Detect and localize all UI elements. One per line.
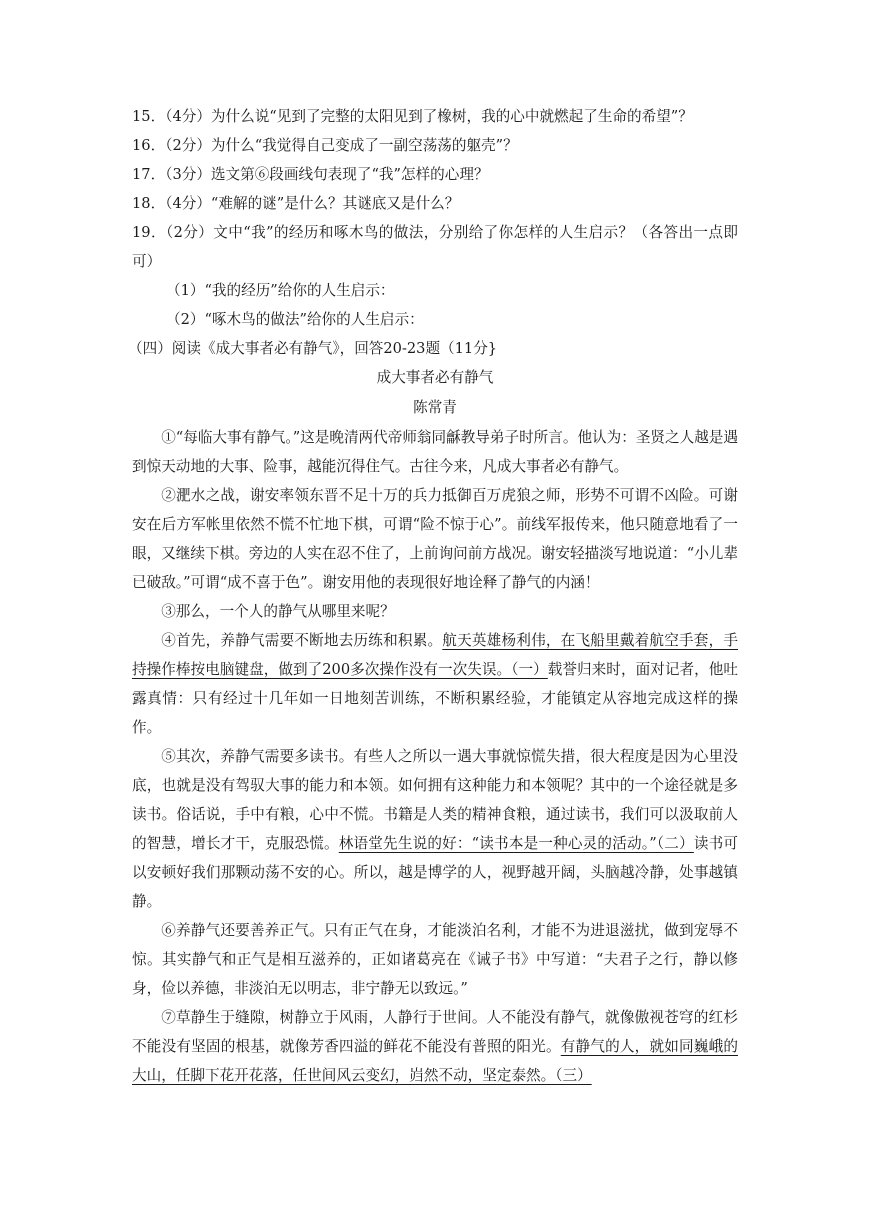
article-author: 陈常青 <box>413 399 457 416</box>
paragraph-4-text-a: ④首先，养静气需要不断地去历练和积累。 <box>161 632 443 649</box>
paragraph-2: ②淝水之战，谢安率领东晋不足十万的兵力抵御百万虎狼之师，形势不可谓不凶险。可谢安在后方军帐里依然不慌不忙地下棋，可谓“险不惊于心”。前线军报传来，他只随意地看了一眼，又继续下棋。旁边的人实在忍不住了，上前询问前方战况。谢安轻描淡写地说道：“小儿辈已破敌。”可谓“成不喜于色”。谢安用他的表现很好地诠释了静气的内涵！ <box>132 487 738 591</box>
paragraph-5 <box>132 742 738 916</box>
paragraph-1: ①“每临大事有静气。”这是晚清两代帝师翁同龢教导弟子时所言。他认为：圣贤之人越是遇到惊天动地的大事、险事，越能沉得住气。古往今来，凡成大事者必有静气。 <box>132 429 738 475</box>
question-17: 17．（3分）选文第⑥段画线句表现了“我”怎样的心理？ <box>132 166 489 183</box>
underlined-sentence-1: 航天英雄杨利伟，在飞船里戴着航空手套，手持操作棒按电脑键盘，做到了200多次操作没有一次失误。（一） <box>132 632 738 678</box>
question-18: 18．（4分）“难解的谜”是什么？其谜底又是什么？ <box>132 195 460 212</box>
underlined-sentence-3: 有静气的人，就如同巍峨的大山，任脚下花开花落，任世间风云变幻，岿然不动，坚定泰然。（三） <box>132 1038 738 1084</box>
paragraph-4-text-b: 载誉归来时，面对记者，他吐露真情：只有经过十几年如一日地刻苦训练，不断积累经验，才能镇定从容地完成这样的操作。 <box>132 661 738 736</box>
sub-item-2: （2）“啄木鸟的做法”给你的人生启示： <box>166 311 424 328</box>
paragraph-7 <box>132 1003 738 1090</box>
paragraph-5-text-b: 读书可以安顿好我们那颗动荡不安的心。所以，越是博学的人，视野越开阔，头脑越冷静，处事越镇静。 <box>132 835 738 910</box>
paragraph-4 <box>132 626 738 742</box>
paragraph-6: ⑥养静气还要善养正气。只有正气在身，才能淡泊名利，才能不为进退滋扰，做到宠辱不惊。其实静气和正气是相互滋养的，正如诸葛亮在《诫子书》中写道：“夫君子之行，静以修身，俭以养德，非淡泊无以明志，非宁静无以致远。” <box>132 922 738 997</box>
underlined-sentence-2: 林语堂先生说的好：“读书本是一种心灵的活动。”（二） <box>338 835 694 852</box>
paragraph-7-text-a: ⑦草静生于缝隙，树静立于风雨，人静行于世间。人不能没有静气，就像傲视苍穹的红杉不能没有坚固的根基，就像芳香四溢的鲜花不能没有普照的阳光。 <box>132 1009 738 1055</box>
document-content <box>128 102 738 1090</box>
question-16: 16．（2分）为什么“我觉得自己变成了一副空荡荡的躯壳”？ <box>132 137 518 154</box>
paragraph-5-text-a: ⑤其次，养静气需要多读书。有些人之所以一遇大事就惊慌失措，很大程度是因为心里没底，也就是没有驾驭大事的能力和本领。如何拥有这种能力和本领呢？其中的一个途径就是多读书。俗话说，手中有粮，心中不慌。书籍是人类的精神食粮，通过读书，我们可以汲取前人的智慧，增长才干，克服恐慌。 <box>132 748 738 852</box>
section-heading: （四）阅读《成大事者必有静气》，回答20-23题（11分} <box>128 340 498 357</box>
question-19: 19．（2分）文中“我”的经历和啄木鸟的做法，分别给了你怎样的人生启示？（各答出一点即可） <box>132 224 738 270</box>
paragraph-3: ③那么，一个人的静气从哪里来呢？ <box>161 603 395 620</box>
question-15: 15．（4分）为什么说“见到了完整的太阳见到了橡树，我的心中就燃起了生命的希望”？ <box>132 108 693 125</box>
sub-item-1: （1）“我的经历”给你的人生启示： <box>166 282 395 299</box>
article-title: 成大事者必有静气 <box>376 369 494 386</box>
